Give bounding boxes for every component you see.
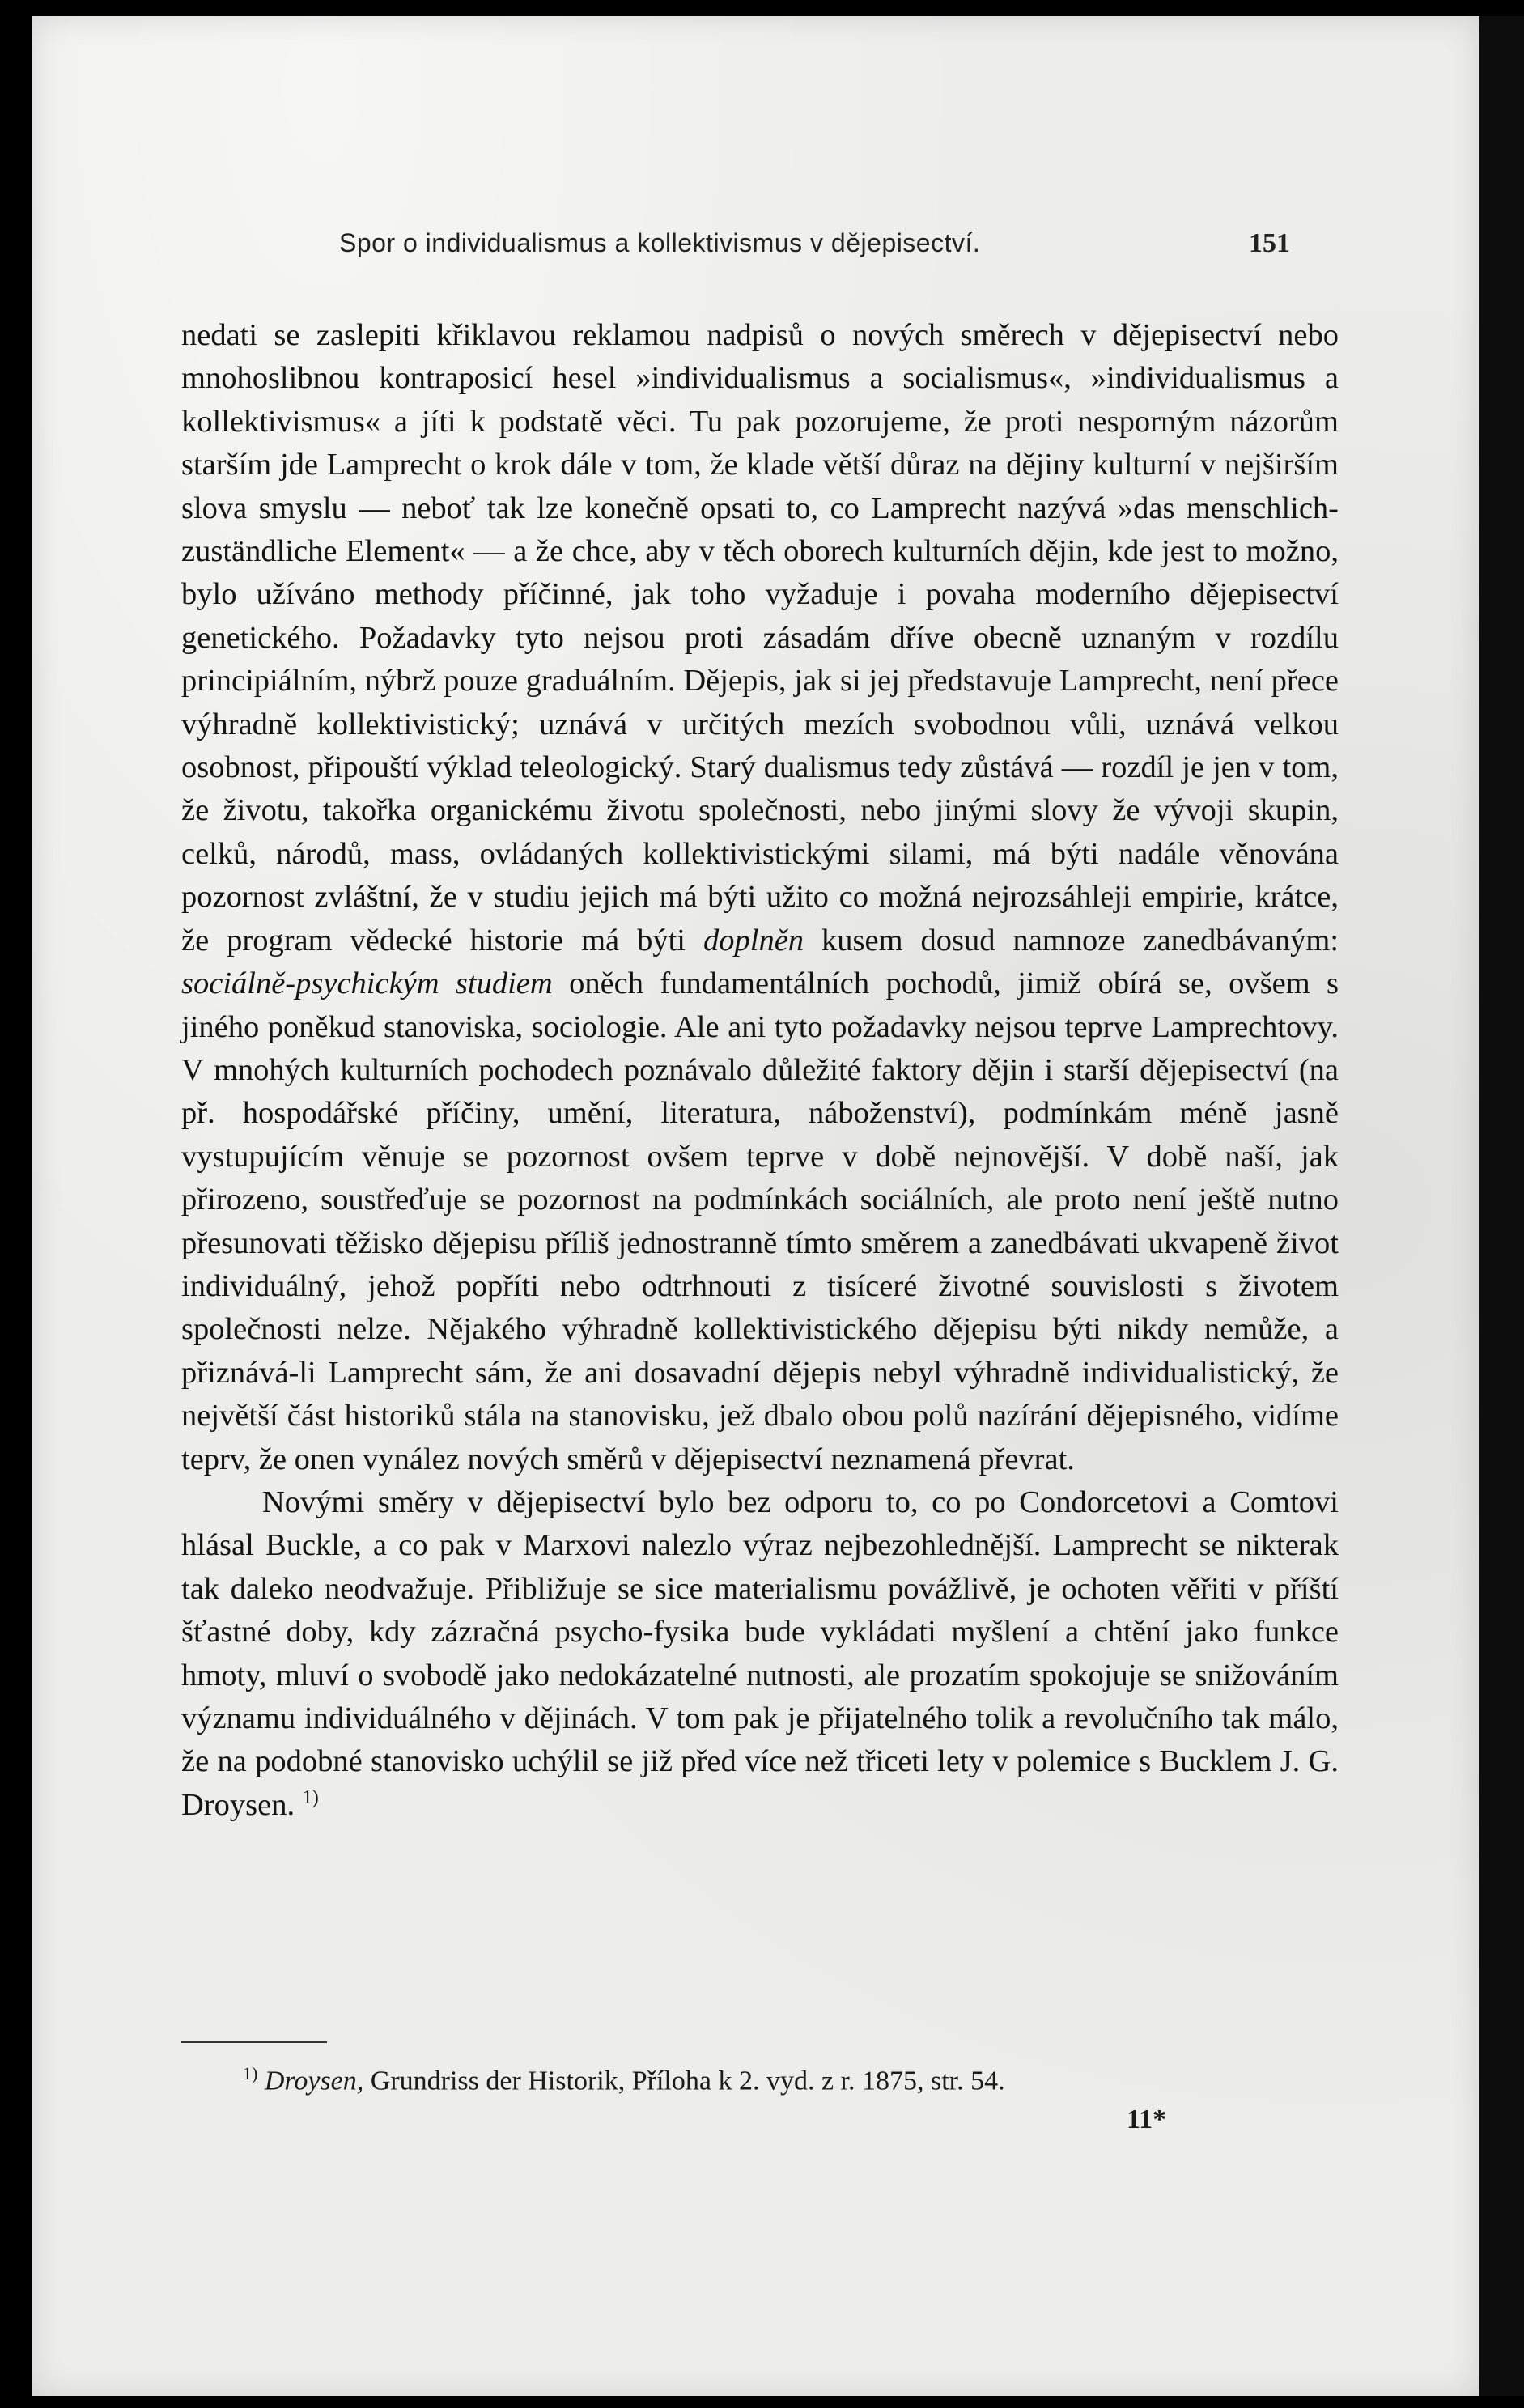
paragraph-1 (181, 314, 1339, 1481)
paragraph-2 (181, 1481, 1339, 1827)
footnote-author: Droysen, (264, 2066, 364, 2096)
signature-mark: 11* (1127, 2104, 1167, 2134)
page-number: 151 (1249, 228, 1290, 258)
footnote-reference[interactable]: 1) (302, 1786, 319, 1808)
paragraph-1-part-c: oněch fundamentálních pochodů, jimiž obírá se, ovšem s jiného poněkud stanoviska, sociologie. Ale ani tyto požadavky nejsou teprve Lamprechtovy. V mnohých kulturních pochodech poznávalo důležité faktory dějin i starší dějepisectví (na př. hospodářské příčiny, umění, literatura, náboženství), podmínkám méně jasně vystupujícím věnuje se pozornost ovšem teprve v době nejnovější. V době naší, jak přirozeno, soustřeďuje se pozornost na podmínkách sociálních, ale proto není ještě nutno přesunovati těžisko dějepisu příliš jednostranně tímto směrem a zanedbávati ukvapeně život individuálný, jehož popříti nebo odtrhnouti z tisíceré životné souvislosti s životem společnosti nelze. Nějakého výhradně kollektivistického dějepisu býti nikdy nemůže, a přiznává-li Lamprecht sám, že ani dosavadní dějepis nebyl výhradně individualistický, že největší část historiků stála na stanovisku, jež dbalo obou polů nazírání dějepisného, vidíme teprv, že onen vynález nových směrů v dějepisectví neznamená převrat. (181, 966, 1339, 1476)
paragraph-1-part-a: nedati se zaslepiti křiklavou reklamou nadpisů o nových směrech v dějepisectví nebo mnohoslibnou kontraposicí hesel »individualismus a socialismus«, »individualismus a kollektivismus« a jíti k podstatě věci. Tu pak pozorujeme, že proti nesporným názorům starším jde Lamprecht o krok dále v tom, že klade větší důraz na dějiny kulturní v nejširším slova smyslu — neboť tak lze konečně opsati to, co Lamprecht nazývá »das menschlich-zuständliche Element« — a že chce, aby v těch oborech kulturních dějin, kde jest to možno, bylo užíváno methody příčinné, jak toho vyžaduje i povaha moderního dějepisectví genetického. Požadavky tyto nejsou proti zásadám dříve obecně uznaným v rozdílu principiálním, nýbrž pouze graduálním. Dějepis, jak si jej představuje Lamprecht, není přece výhradně kollektivistický; uznává v určitých mezích svobodnou vůli, uznává velkou osobnost, připouští výklad teleologický. Starý dualismus tedy zůstává — rozdíl je jen v tom, že životu, takořka organickému životu společnosti, nebo jinými slovy že vývoji skupin, celků, národů, mass, ovládaných kollektivistickými silami, má býti nadále věnována pozornost zvláštní, že v studiu jejich má býti užito co možná nejrozsáhleji empirie, krátce, že program vědecké historie má býti (181, 318, 1339, 958)
body-text (181, 314, 1339, 1827)
paragraph-1-part-b: kusem dosud namnoze zanedbávaným: (821, 923, 1339, 958)
footnote-divider (181, 2041, 327, 2043)
paragraph-2-text: Novými směry v dějepisectví bylo bez odporu to, co po Condorcetovi a Comtovi hlásal Buckle, a co pak v Marxovi nalezlo výraz nejbezohlednější. Lamprecht se nikterak tak daleko neodvažuje. Přibližuje se sice materialismu povážlivě, je ochoten věřiti v příští šťastné doby, kdy zázračná psycho-fysika bude vykládati myšlení a chtění jako funkce hmoty, mluví o svobodě jako nedokázatelné nutnosti, ale prozatím spokojuje se snižováním významu individuálného v dějinách. V tom pak je přijatelného tolik a revolučního tak málo, že na podobné stanovisko uchýlil se již před více než třiceti lety v polemice s Bucklem J. G. Droysen. (181, 1484, 1339, 1822)
scan-edge (1479, 16, 1524, 2396)
emphasis-socialne-psychickym: sociálně-psychickým studiem (181, 966, 553, 1001)
footnote-marker: 1) (243, 2063, 258, 2083)
footnote-text: Grundriss der Historik, Příloha k 2. vyd. z r. 1875, str. 54. (370, 2066, 1005, 2096)
footnote (243, 2054, 1344, 2100)
emphasis-doplnen: doplněn (703, 923, 804, 958)
running-header (181, 228, 1339, 277)
running-title: Spor o individualismus a kollektivismus v dějepisectví. (339, 228, 981, 257)
